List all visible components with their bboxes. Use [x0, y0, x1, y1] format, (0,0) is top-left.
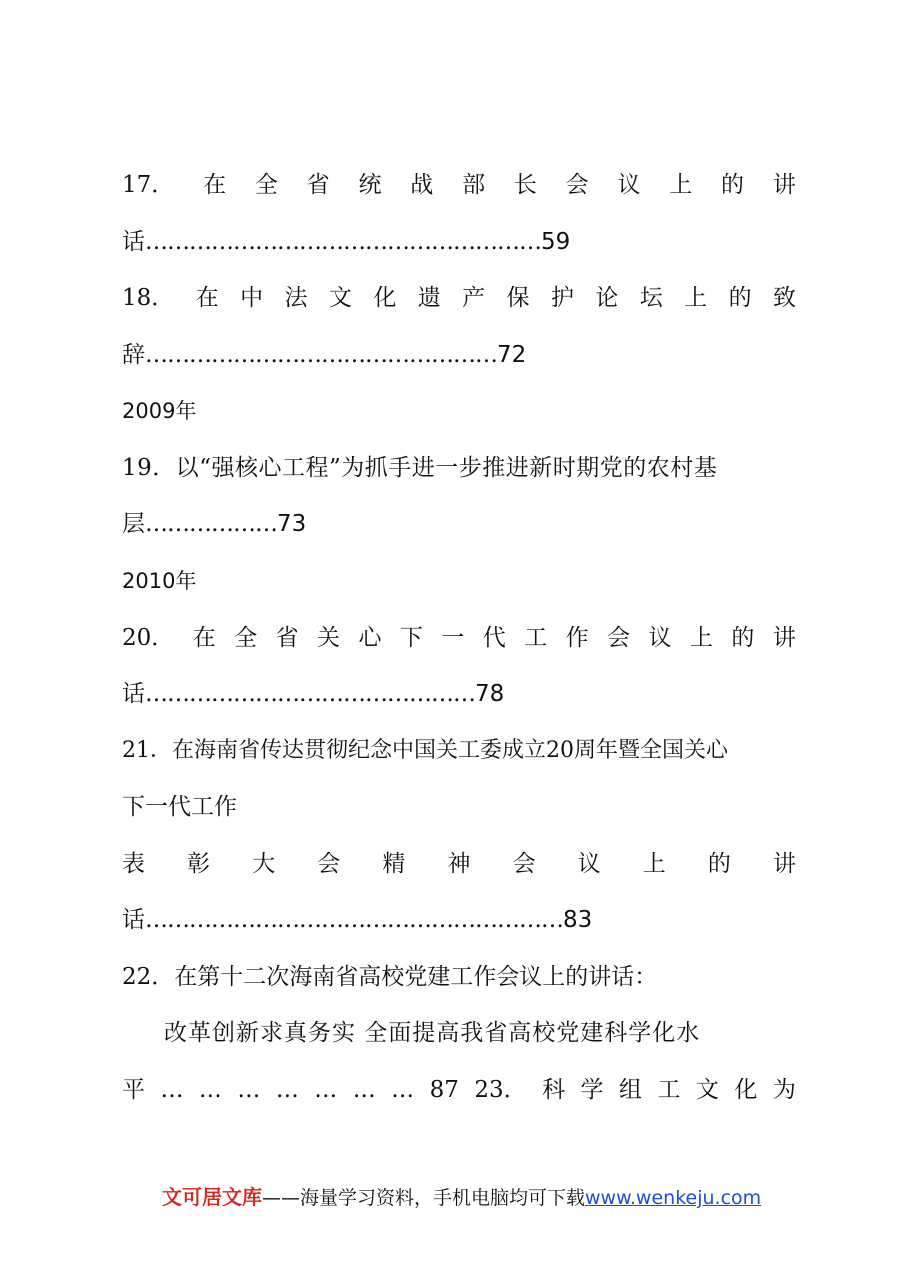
- toc-item-23-char: 组: [619, 1077, 642, 1103]
- toc-item-23-char: 工: [657, 1077, 681, 1103]
- toc-item-21-char: 讲: [772, 851, 796, 877]
- toc-item-22-char: …: [237, 1077, 261, 1103]
- toc-item-17-leader: ………………………………………………: [145, 229, 541, 255]
- footer-text: ——海量学习资料，手机电脑均可下载: [262, 1187, 586, 1209]
- toc-item-21-cont: 话: [122, 907, 145, 933]
- toc-item-17-char: 战: [410, 172, 434, 198]
- toc-item-22-char: …: [198, 1077, 222, 1103]
- toc-item-23-char: 文: [695, 1077, 719, 1103]
- toc-item-23-char: 学: [580, 1077, 604, 1103]
- toc-item-17-char: 议: [617, 172, 641, 198]
- toc-item-17-char: 讲: [772, 172, 796, 198]
- toc-item-18-char: 致: [772, 285, 796, 311]
- footer-brand: 文可居文库: [162, 1185, 262, 1209]
- toc-item-18-char: 在: [195, 285, 219, 311]
- toc-item-17-char: 部: [462, 172, 486, 198]
- toc-item-18-char: 保: [506, 285, 530, 311]
- toc-item-17-number: 17．: [122, 172, 175, 198]
- section-year-2010: 2010年: [122, 569, 197, 593]
- toc-item-20-char: 上: [689, 625, 713, 651]
- toc-item-19-line1: 19．以“强核心工程”为抓手进一步推进新时期党的农村基: [122, 455, 718, 481]
- toc-item-17-page: 59: [541, 229, 571, 255]
- toc-item-19-page: 73: [277, 511, 307, 537]
- toc-item-18-page: 72: [497, 342, 527, 368]
- toc-item-23-number: 23．: [474, 1077, 527, 1103]
- toc-item-17-line1: [122, 170, 796, 200]
- toc-item-18-line1: [122, 283, 796, 313]
- page-footer: [162, 1184, 761, 1211]
- toc-item-18-char: 化: [373, 285, 397, 311]
- toc-item-20-char: 省: [275, 625, 299, 651]
- toc-item-17-char: 省: [306, 172, 330, 198]
- toc-item-20-char: 工: [524, 625, 548, 651]
- toc-item-19-leader: ………………: [145, 511, 277, 537]
- toc-item-21-char: 精: [382, 851, 406, 877]
- toc-item-20-char: 下: [399, 625, 423, 651]
- toc-item-17-line2: [122, 227, 796, 257]
- toc-item-21-char: 会: [317, 851, 341, 877]
- toc-item-17-char: 会: [565, 172, 589, 198]
- toc-item-20-page: 78: [475, 681, 505, 707]
- toc-item-17-char: 统: [358, 172, 382, 198]
- toc-item-18-char: 产: [462, 285, 486, 311]
- toc-item-17-char: 长: [513, 172, 537, 198]
- toc-item-20-char: 全: [234, 625, 258, 651]
- toc-item-19-line2: [122, 509, 796, 539]
- toc-item-22-page: 87: [429, 1077, 459, 1103]
- toc-item-21-char: 会: [512, 851, 536, 877]
- section-year-2009: 2009年: [122, 399, 197, 423]
- toc-item-20-leader: ………………………………………: [145, 681, 475, 707]
- toc-item-20-line1: [122, 623, 796, 653]
- toc-item-21-char: 的: [707, 851, 731, 877]
- toc-item-18-line2: [122, 340, 796, 370]
- toc-item-22-line3: [122, 1075, 796, 1105]
- toc-item-20-char: 议: [648, 625, 672, 651]
- toc-item-20-char: 在: [192, 625, 216, 651]
- toc-item-20-char: 代: [482, 625, 506, 651]
- toc-item-22-line1: 22．在第十二次海南省高校党建工作会议上的讲话：: [122, 964, 658, 990]
- toc-item-18-cont: 辞: [122, 342, 145, 368]
- toc-item-21-char: 神: [447, 851, 471, 877]
- toc-item-20-char: 的: [731, 625, 755, 651]
- toc-item-21-char: 大: [252, 851, 276, 877]
- toc-item-18-leader: …………………………………………: [145, 342, 497, 368]
- toc-item-17-cont: 话: [122, 229, 145, 255]
- toc-item-21-line3: [122, 849, 796, 879]
- toc-item-18-char: 护: [550, 285, 574, 311]
- toc-item-18-char: 论: [595, 285, 619, 311]
- toc-item-18-number: 18．: [122, 285, 175, 311]
- toc-item-22-char: …: [391, 1077, 415, 1103]
- toc-item-18-char: 遗: [417, 285, 441, 311]
- toc-item-17-char: 在: [203, 172, 227, 198]
- toc-item-22-char: …: [352, 1077, 376, 1103]
- toc-item-22-char: …: [314, 1077, 338, 1103]
- toc-item-18-char: 的: [728, 285, 752, 311]
- toc-item-20-char: 讲: [772, 625, 796, 651]
- toc-item-21-char: 彰: [187, 851, 211, 877]
- toc-item-18-char: 中: [240, 285, 264, 311]
- toc-item-21-char: 议: [577, 851, 601, 877]
- toc-item-17-char: 的: [721, 172, 745, 198]
- toc-item-22-line2: 改革创新求真务实 全面提高我省高校党建科学化水: [164, 1020, 701, 1046]
- toc-item-23-char: 为: [772, 1077, 796, 1103]
- toc-item-17-char: 上: [669, 172, 693, 198]
- toc-item-23-char: 化: [734, 1077, 758, 1103]
- toc-item-21-char: 上: [642, 851, 666, 877]
- toc-item-21-page: 83: [563, 907, 593, 933]
- toc-item-19-cont: 层: [122, 511, 145, 537]
- toc-item-22-char: 平: [122, 1077, 145, 1103]
- toc-item-20-char: 关: [317, 625, 341, 651]
- toc-item-22-char: …: [275, 1077, 299, 1103]
- toc-item-18-char: 文: [328, 285, 352, 311]
- toc-item-18-char: 上: [684, 285, 708, 311]
- toc-item-21-char: 表: [122, 851, 145, 877]
- toc-item-23-char: 科: [542, 1077, 566, 1103]
- toc-item-20-line2: [122, 679, 796, 709]
- toc-item-21-line1: 21．在海南省传达贯彻纪念中国关工委成立20周年暨全国关心: [122, 738, 728, 763]
- footer-link[interactable]: www.wenkeju.com: [585, 1187, 762, 1209]
- toc-item-20-char: 心: [358, 625, 382, 651]
- toc-item-21-line4: [122, 905, 796, 935]
- toc-item-20-cont: 话: [122, 681, 145, 707]
- toc-item-20-number: 20．: [122, 625, 175, 651]
- toc-item-18-char: 法: [284, 285, 308, 311]
- toc-item-20-char: 作: [565, 625, 589, 651]
- toc-item-21-leader: …………………………………………………: [145, 907, 563, 933]
- toc-item-20-char: 一: [441, 625, 465, 651]
- toc-item-22-char: …: [160, 1077, 184, 1103]
- toc-item-17-char: 全: [254, 172, 278, 198]
- toc-item-21-line2: 下一代工作: [122, 794, 237, 820]
- toc-item-20-char: 会: [607, 625, 631, 651]
- toc-item-18-char: 坛: [639, 285, 663, 311]
